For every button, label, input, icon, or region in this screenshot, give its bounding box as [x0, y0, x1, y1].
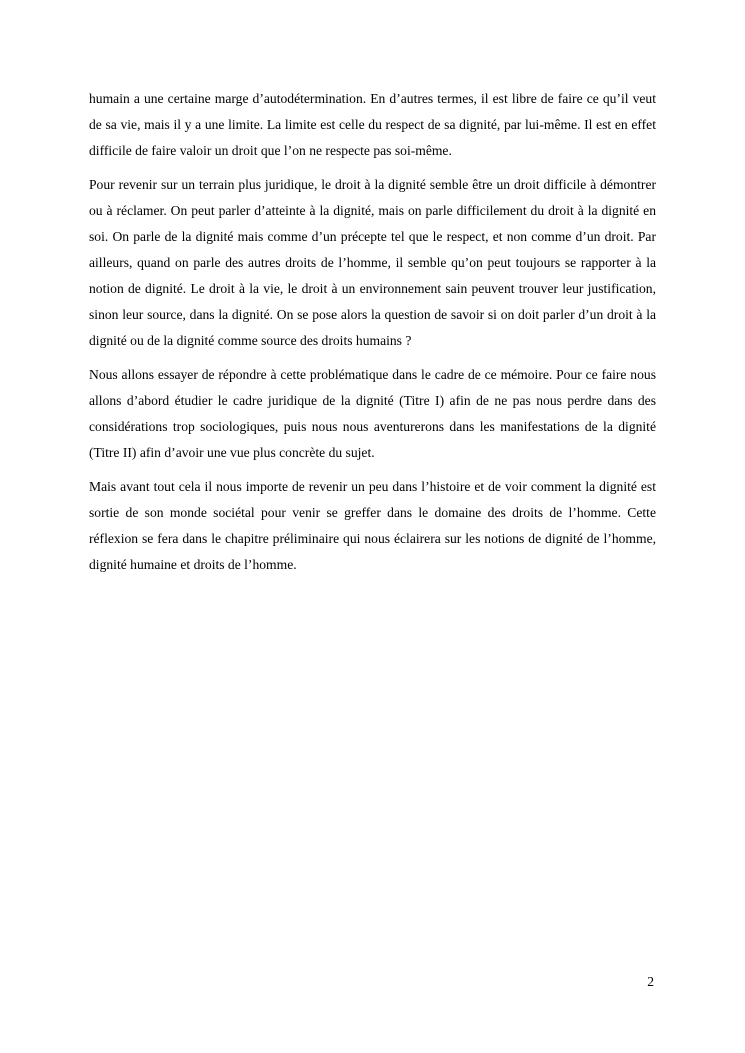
- paragraph-2: Pour revenir sur un terrain plus juridique, le droit à la dignité semble être un droit difficile à démontrer ou à réclamer. On peut parler d’atteinte à la dignité, mais on parle difficilement du droit à la dignité en soi. On parle de la dignité mais comme d’un précepte tel que le respect, et non comme d’un droit. Par ailleurs, quand on parle des autres droits de l’homme, il semble qu’on peut toujours se rapporter à la notion de dignité. Le droit à la vie, le droit à un environnement sain peuvent trouver leur justification, sinon leur source, dans la dignité. On se pose alors la question de savoir si on doit parler d’un droit à la dignité ou de la dignité comme source des droits humains ?: [89, 177, 656, 348]
- page-number: 2: [647, 974, 654, 989]
- paragraph-3: Nous allons essayer de répondre à cette problématique dans le cadre de ce mémoire. Pour ce faire nous allons d’abord étudier le cadre juridique de la dignité (Titre I) afin de ne pas nous perdre dans des considérations trop sociologiques, puis nous nous aventurerons dans les manifestations de la dignité (Titre II) afin d’avoir une vue plus concrète du sujet.: [89, 367, 656, 460]
- body-text: [89, 86, 656, 586]
- paragraph-4: Mais avant tout cela il nous importe de revenir un peu dans l’histoire et de voir comment la dignité est sortie de son monde sociétal pour venir se greffer dans le domaine des droits de l’homme. Cette réflexion se fera dans le chapitre préliminaire qui nous éclairera sur les notions de dignité de l’homme, dignité humaine et droits de l’homme.: [89, 479, 656, 572]
- paragraph-1: humain a une certaine marge d’autodétermination. En d’autres termes, il est libre de faire ce qu’il veut de sa vie, mais il y a une limite. La limite est celle du respect de sa dignité, par lui-même. Il est en effet difficile de faire valoir un droit que l’on ne respecte pas soi-même.: [89, 91, 656, 158]
